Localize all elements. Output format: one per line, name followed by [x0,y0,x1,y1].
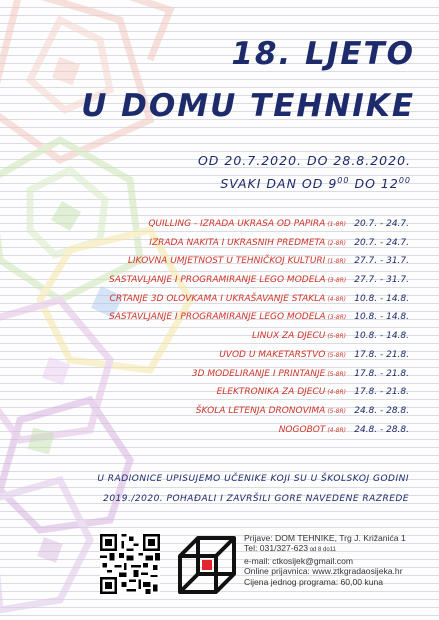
title-line-2: U DOMU TEHNIKE [81,88,415,124]
program-row: SASTAVLJANJE I PROGRAMIRANJE LEGO MODELA (3-8R) 10.8. - 14.8. [109,312,409,323]
program-row: UVOD U MAKETARSTVO (5-8R) 17.8. - 21.8. [219,349,409,360]
program-row: LINUX ZA DJECU (5-8R) 10.8. - 14.8. [252,331,409,342]
contact-phone: Tel: 031/327-623 od 8 do11 [244,543,336,554]
dom-tehnike-cube-logo-icon [176,534,238,596]
program-row: LIKOVNA UMJETNOST U TEHNIČKOJ KULTURI (1-8R) 27.7. - 31.7. [127,256,409,267]
date-range: OD 20.7.2020. DO 28.8.2020. [197,153,411,168]
program-row: CRTANJE 3D OLOVKAMA I UKRAŠAVANJE STAKLA (4-8R) 10.8. - 14.8. [109,293,409,304]
enrollment-note-line-2: 2019./2020. POHAĐALI I ZAVRŠILI GORE NAVEDENE RAZREDE [103,494,409,504]
program-row: 3D MODELIRANJE I PRINTANJE (5-8R) 17.8. - 21.8. [191,368,409,379]
program-row: QUILLING - IZRADA UKRASA OD PAPIRA (1-8R) 20.7. - 24.7. [148,219,409,229]
program-row: SASTAVLJANJE I PROGRAMIRANJE LEGO MODELA (3-8R) 27.7. - 31.7. [109,275,409,286]
program-list [109,219,409,443]
enrollment-note-line-1: U RADIONICE UPISUJEMO UČENIKE KOJI SU U ŠKOLSKOJ GODINI [97,474,409,484]
title-line-1: 18. LJETO [231,36,415,72]
contact-block [244,533,406,587]
contact-online-form[interactable]: Online prijavnica: www.ztkgradaosijeka.hr [244,566,403,577]
program-row: IZRADA NAKITA I UKRASNIH PREDMETA (2-8R) 20.7. - 24.7. [149,237,409,248]
contact-address: Prijave: DOM TEHNIKE, Trg J. Križanića 1 [244,533,406,543]
contact-email[interactable]: e-mail: ctkosijek@gmail.com [244,555,354,566]
program-row: ELEKTRONIKA ZA DJECU (4-8R) 17.8. - 21.8. [216,387,409,398]
daily-hours: SVAKI DAN OD $9^{00}$ DO $12^{00}$ [220,176,411,192]
contact-price: Cijena jednog programa: 60,00 kuna [244,576,384,587]
program-row: ŠKOLA LETENJA DRONOVIMA (5-8R) 24.8. - 28.8. [195,405,409,416]
qr-code-icon[interactable] [100,534,160,594]
program-row: NOGOBOT (4-8R) 24.8. - 28.8. [278,424,409,435]
